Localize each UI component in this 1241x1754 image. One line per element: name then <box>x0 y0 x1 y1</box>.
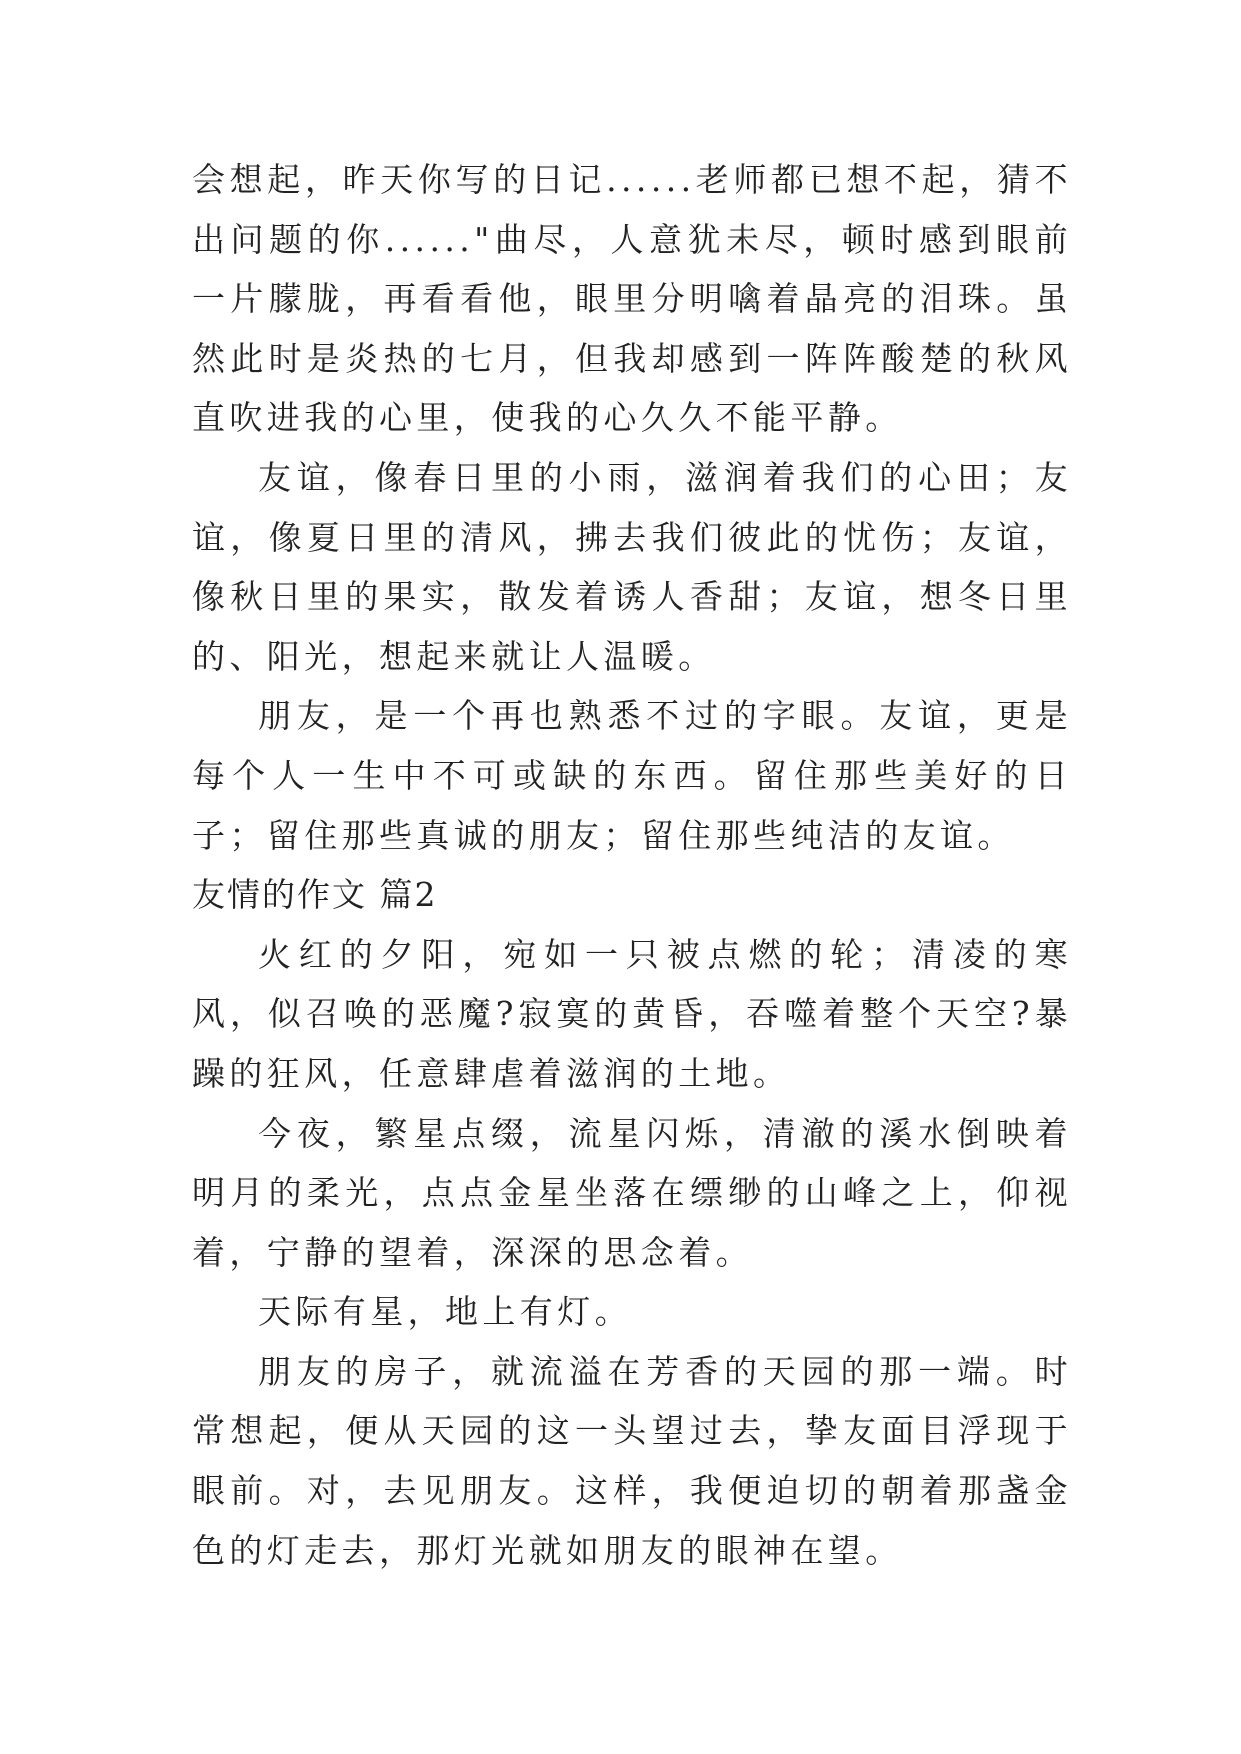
document-page <box>192 150 1072 1580</box>
paragraph-1: 会想起，昨天你写的日记......老师都已想不起，猜不出问题的你......"曲尽，人意犹未尽，顿时感到眼前一片朦胧，再看看他，眼里分明噙着晶亮的泪珠。虽然此时是炎热的七月，但我却感到一阵阵酸楚的秋风直吹进我的心里，使我的心久久不能平静。 <box>192 160 1072 438</box>
paragraph-6: 天际有星，地上有灯。 <box>258 1292 632 1332</box>
paragraph-3: 朋友，是一个再也熟悉不过的字眼。友谊，更是每个人一生中不可或缺的东西。留住那些美好的日子；留住那些真诚的朋友；留住那些纯洁的友谊。 <box>192 696 1072 855</box>
paragraph-5: 今夜，繁星点缀，流星闪烁，清澈的溪水倒映着明月的柔光，点点金星坐落在缥缈的山峰之上，仰视着，宁静的望着，深深的思念着。 <box>192 1113 1072 1272</box>
paragraph-4: 火红的夕阳，宛如一只被点燃的轮；清凌的寒风，似召唤的恶魔?寂寞的黄昏，吞噬着整个天空?暴躁的狂风，任意肆虐着滋润的土地。 <box>192 934 1072 1093</box>
paragraph-7: 朋友的房子，就流溢在芳香的天园的那一端。时常想起，便从天园的这一头望过去，挚友面目浮现于眼前。对，去见朋友。这样，我便迫切的朝着那盏金色的灯走去，那灯光就如朋友的眼神在望。 <box>192 1351 1072 1570</box>
paragraph-2: 友谊，像春日里的小雨，滋润着我们的心田；友谊，像夏日里的清风，拂去我们彼此的忧伤；友谊，像秋日里的果实，散发着诱人香甜；友谊，想冬日里的、阳光，想起来就让人温暖。 <box>192 457 1072 676</box>
section-heading: 友情的作文 篇2 <box>192 875 438 915</box>
